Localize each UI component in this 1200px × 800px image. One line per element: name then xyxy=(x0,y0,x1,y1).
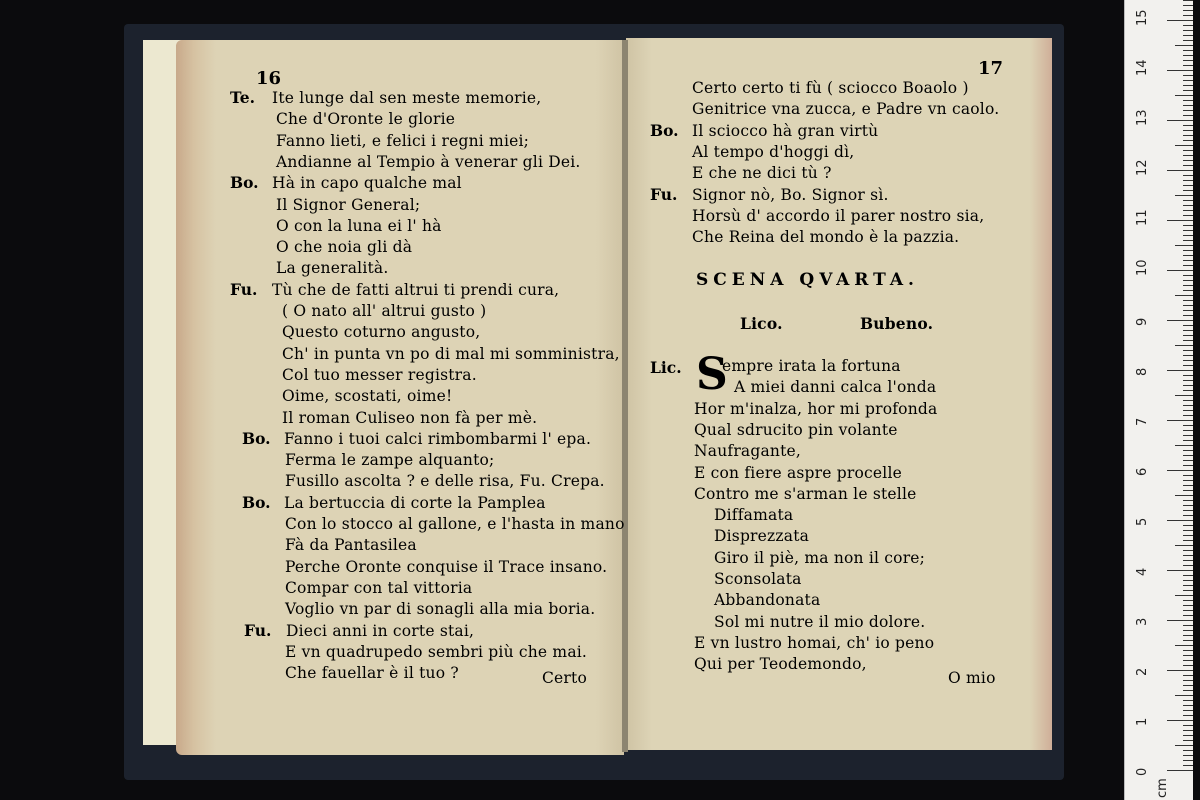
verse-line: Hà in capo qualche mal xyxy=(272,174,462,193)
ruler-tick xyxy=(1175,545,1193,546)
ruler-tick xyxy=(1183,760,1193,761)
gutter xyxy=(622,40,628,752)
ruler-tick xyxy=(1183,490,1193,491)
ruler-number: 15 xyxy=(1135,9,1150,26)
verse-line: Horsù d' accordo il parer nostro sia, xyxy=(692,206,985,225)
ruler-tick xyxy=(1183,615,1193,616)
ruler-tick xyxy=(1167,20,1193,21)
character-lico: Lico. xyxy=(740,314,783,333)
ruler-number: 2 xyxy=(1135,667,1150,676)
ruler-tick xyxy=(1183,180,1193,181)
ruler-tick xyxy=(1183,585,1193,586)
speaker-label: Fu. xyxy=(244,620,272,640)
ruler-tick xyxy=(1183,400,1193,401)
ruler-tick xyxy=(1183,405,1193,406)
ruler-tick xyxy=(1175,95,1193,96)
verse-line: Tù che de fatti altrui ti prendi cura, xyxy=(272,280,560,299)
ruler-tick xyxy=(1183,425,1193,426)
ruler-number: 3 xyxy=(1135,617,1150,626)
ruler-tick xyxy=(1183,430,1193,431)
ruler-number: 6 xyxy=(1135,467,1150,476)
ruler-tick xyxy=(1167,220,1193,221)
verse-line: Che d'Oronte le glorie xyxy=(276,110,456,129)
verse-line: E vn quadrupedo sembri più che mai. xyxy=(285,642,588,661)
ruler-tick xyxy=(1183,275,1193,276)
verse-line: Genitrice vna zucca, e Padre vn caolo. xyxy=(692,100,1000,119)
ruler-tick xyxy=(1183,435,1193,436)
ruler-unit: cm xyxy=(1155,778,1170,798)
ruler-tick xyxy=(1183,725,1193,726)
ruler-tick xyxy=(1183,175,1193,176)
ruler-tick xyxy=(1183,255,1193,256)
ruler-tick xyxy=(1175,445,1193,446)
ruler-tick xyxy=(1183,385,1193,386)
ruler-tick xyxy=(1183,510,1193,511)
ruler-tick xyxy=(1183,25,1193,26)
ruler-tick xyxy=(1183,0,1193,1)
ruler-tick xyxy=(1175,45,1193,46)
ruler-tick xyxy=(1183,335,1193,336)
verse-line: E con fiere aspre procelle xyxy=(694,463,902,482)
ruler-tick xyxy=(1183,640,1193,641)
ruler-number: 8 xyxy=(1135,367,1150,376)
ruler-tick xyxy=(1183,665,1193,666)
ruler-tick xyxy=(1183,460,1193,461)
ruler-tick xyxy=(1167,720,1193,721)
ruler-tick xyxy=(1183,535,1193,536)
verse-line: E vn lustro homai, ch' io peno xyxy=(694,633,935,652)
ruler-number: 10 xyxy=(1135,259,1150,276)
ruler-tick xyxy=(1183,650,1193,651)
ruler-tick xyxy=(1183,755,1193,756)
verse-line: Qual sdrucito pin volante xyxy=(694,420,898,439)
verse-line: Giro il piè, ma non il core; xyxy=(714,548,926,567)
ruler-tick xyxy=(1183,705,1193,706)
ruler-tick xyxy=(1183,5,1193,6)
ruler-tick xyxy=(1183,230,1193,231)
verse-line: Signor nò, Bo. Signor sì. xyxy=(692,185,889,204)
ruler-tick xyxy=(1183,215,1193,216)
verse-line: Disprezzata xyxy=(714,527,810,546)
ruler-tick xyxy=(1183,415,1193,416)
verse-line: Il Signor General; xyxy=(276,195,421,214)
catchword-left: Certo xyxy=(542,669,588,687)
ruler-tick xyxy=(1183,685,1193,686)
ruler-tick xyxy=(1183,350,1193,351)
ruler-tick xyxy=(1183,565,1193,566)
ruler-tick xyxy=(1175,295,1193,296)
verse-line: Sconsolata xyxy=(714,570,802,588)
ruler-tick xyxy=(1183,680,1193,681)
ruler-tick xyxy=(1183,290,1193,291)
ruler-tick xyxy=(1175,395,1193,396)
measuring-ruler xyxy=(1124,0,1193,800)
ruler-number: 9 xyxy=(1135,317,1150,326)
speaker-label: Bo. xyxy=(230,173,259,193)
ruler-tick xyxy=(1175,145,1193,146)
ruler-tick xyxy=(1175,195,1193,196)
ruler-tick xyxy=(1183,525,1193,526)
verse-line: Naufragante, xyxy=(694,442,802,461)
speaker-label: Bo. xyxy=(650,120,679,140)
ruler-tick xyxy=(1183,210,1193,211)
ruler-tick xyxy=(1183,90,1193,91)
ruler-tick xyxy=(1175,495,1193,496)
ruler-tick xyxy=(1183,305,1193,306)
ruler-tick xyxy=(1183,325,1193,326)
speaker-label: Bo. xyxy=(242,428,271,448)
ruler-tick xyxy=(1183,310,1193,311)
verse-line: ( O nato all' altrui gusto ) xyxy=(282,302,487,320)
ruler-tick xyxy=(1183,675,1193,676)
ruler-tick xyxy=(1183,285,1193,286)
ruler-tick xyxy=(1183,730,1193,731)
ruler-tick xyxy=(1183,710,1193,711)
ruler-tick xyxy=(1183,480,1193,481)
ruler-tick xyxy=(1183,235,1193,236)
verse-line: Qui per Teodemondo, xyxy=(694,655,867,674)
ruler-tick xyxy=(1183,330,1193,331)
verse-line: Ch' in punta vn po di mal mi somministra, xyxy=(282,344,620,363)
ruler-tick xyxy=(1183,690,1193,691)
verse-line: Fanno lieti, e felici i regni miei; xyxy=(276,131,530,150)
verse-line: O che noia gli dà xyxy=(276,238,413,257)
verse-line: Che Reina del mondo è la pazzia. xyxy=(692,228,960,247)
ruler-tick xyxy=(1183,55,1193,56)
verse-line: Il roman Culiseo non fà per mè. xyxy=(282,408,538,427)
catchword-right: O mio xyxy=(948,669,996,687)
ruler-tick xyxy=(1183,135,1193,136)
ruler-tick xyxy=(1183,380,1193,381)
verse-line: Sol mi nutre il mio dolore. xyxy=(714,612,926,631)
verse-line: Questo coturno angusto, xyxy=(282,323,481,342)
ruler-tick xyxy=(1183,265,1193,266)
ruler-tick xyxy=(1183,700,1193,701)
ruler-tick xyxy=(1183,250,1193,251)
ruler-tick xyxy=(1183,30,1193,31)
ruler-tick xyxy=(1175,645,1193,646)
ruler-number: 14 xyxy=(1135,59,1150,76)
ruler-tick xyxy=(1183,530,1193,531)
ruler-tick xyxy=(1183,355,1193,356)
verse-line: Compar con tal vittoria xyxy=(285,578,473,597)
ruler-tick xyxy=(1183,155,1193,156)
ruler-tick xyxy=(1183,110,1193,111)
verse-line: empre irata la fortuna xyxy=(722,357,901,375)
ruler-tick xyxy=(1183,715,1193,716)
ruler-tick xyxy=(1183,635,1193,636)
ruler-tick xyxy=(1167,620,1193,621)
ruler-tick xyxy=(1183,10,1193,11)
verse-line: Al tempo d'hoggi dì, xyxy=(692,142,855,161)
ruler-tick xyxy=(1183,450,1193,451)
verse-line: Hor m'inalza, hor mi profonda xyxy=(694,399,938,418)
ruler-tick xyxy=(1175,595,1193,596)
verse-line: Contro me s'arman le stelle xyxy=(694,484,917,503)
ruler-tick xyxy=(1183,35,1193,36)
ruler-tick xyxy=(1183,130,1193,131)
verse-line: Andianne al Tempio à venerar gli Dei. xyxy=(276,152,581,171)
ruler-tick xyxy=(1167,570,1193,571)
verse-line: Ferma le zampe alquanto; xyxy=(285,451,495,470)
verse-line: Dieci anni in corte stai, xyxy=(286,621,475,640)
speaker-label: Bo. xyxy=(242,492,271,512)
scene-heading: SCENA QVARTA. xyxy=(696,270,919,290)
ruler-tick xyxy=(1183,75,1193,76)
ruler-tick xyxy=(1183,365,1193,366)
ruler-tick xyxy=(1183,100,1193,101)
ruler-tick xyxy=(1183,50,1193,51)
character-bubeno: Bubeno. xyxy=(860,314,934,333)
ruler-tick xyxy=(1183,660,1193,661)
drop-cap: S xyxy=(696,349,728,400)
verse-line: La generalità. xyxy=(276,259,389,278)
ruler-tick xyxy=(1183,190,1193,191)
ruler-tick xyxy=(1167,420,1193,421)
ruler-tick xyxy=(1183,540,1193,541)
ruler-tick xyxy=(1183,440,1193,441)
ruler-tick xyxy=(1183,580,1193,581)
ruler-tick xyxy=(1183,105,1193,106)
ruler-tick xyxy=(1183,205,1193,206)
verse-line: Voglio vn par di sonagli alla mia boria. xyxy=(285,600,596,619)
ruler-number: 0 xyxy=(1135,767,1150,776)
speaker-label: Fu. xyxy=(230,279,258,299)
ruler-tick xyxy=(1167,520,1193,521)
ruler-tick xyxy=(1167,770,1193,771)
ruler-number: 7 xyxy=(1135,417,1150,426)
verse-line: Ite lunge dal sen meste memorie, xyxy=(272,89,542,107)
ruler-tick xyxy=(1183,560,1193,561)
ruler-tick xyxy=(1183,735,1193,736)
verse-line: La bertuccia di corte la Pamplea xyxy=(284,493,546,512)
ruler-tick xyxy=(1175,245,1193,246)
ruler-number: 11 xyxy=(1135,209,1150,226)
ruler-tick xyxy=(1183,360,1193,361)
ruler-tick xyxy=(1183,340,1193,341)
ruler-tick xyxy=(1183,185,1193,186)
verse-line: E che ne dici tù ? xyxy=(692,164,832,183)
ruler-tick xyxy=(1183,555,1193,556)
ruler-tick xyxy=(1183,390,1193,391)
verse-line: Perche Oronte conquise il Trace insano. xyxy=(285,557,608,576)
ruler-tick xyxy=(1183,60,1193,61)
ruler-tick xyxy=(1167,670,1193,671)
ruler-tick xyxy=(1175,345,1193,346)
ruler-tick xyxy=(1183,225,1193,226)
ruler-tick xyxy=(1183,40,1193,41)
ruler-tick xyxy=(1183,85,1193,86)
ruler-number: 5 xyxy=(1135,517,1150,526)
ruler-tick xyxy=(1183,260,1193,261)
verse-line: Fanno i tuoi calci rimbombarmi l' epa. xyxy=(284,429,592,448)
verse-line: Il sciocco hà gran virtù xyxy=(692,121,879,140)
ruler-tick xyxy=(1183,465,1193,466)
ruler-tick xyxy=(1183,240,1193,241)
ruler-tick xyxy=(1183,455,1193,456)
ruler-tick xyxy=(1167,120,1193,121)
ruler-tick xyxy=(1183,475,1193,476)
verse-line: Abbandonata xyxy=(714,591,821,610)
ruler-tick xyxy=(1183,300,1193,301)
ruler-tick xyxy=(1183,750,1193,751)
ruler-tick xyxy=(1183,485,1193,486)
ruler-tick xyxy=(1183,625,1193,626)
ruler-tick xyxy=(1183,375,1193,376)
ruler-tick xyxy=(1183,765,1193,766)
ruler-tick xyxy=(1183,740,1193,741)
ruler-tick xyxy=(1183,610,1193,611)
verse-line: Con lo stocco al gallone, e l'hasta in mano xyxy=(285,515,625,533)
ruler-tick xyxy=(1183,515,1193,516)
ruler-tick xyxy=(1183,80,1193,81)
ruler-tick xyxy=(1183,125,1193,126)
ruler-number: 1 xyxy=(1135,717,1150,726)
ruler-number: 12 xyxy=(1135,159,1150,176)
ruler-tick xyxy=(1167,70,1193,71)
ruler-tick xyxy=(1183,115,1193,116)
ruler-tick xyxy=(1167,320,1193,321)
ruler-tick xyxy=(1183,575,1193,576)
ruler-tick xyxy=(1183,280,1193,281)
ruler-tick xyxy=(1183,410,1193,411)
ruler-tick xyxy=(1183,15,1193,16)
ruler-number: 4 xyxy=(1135,567,1150,576)
verse-line: O con la luna ei l' hà xyxy=(276,216,442,235)
verse-line: Col tuo messer registra. xyxy=(282,365,477,384)
ruler-tick xyxy=(1167,470,1193,471)
ruler-tick xyxy=(1167,370,1193,371)
ruler-tick xyxy=(1183,605,1193,606)
ruler-tick xyxy=(1167,270,1193,271)
ruler-tick xyxy=(1183,590,1193,591)
verse-line: Diffamata xyxy=(714,506,794,525)
ruler-tick xyxy=(1183,550,1193,551)
ruler-tick xyxy=(1175,745,1193,746)
ruler-tick xyxy=(1183,315,1193,316)
ruler-tick xyxy=(1183,150,1193,151)
ruler-tick xyxy=(1183,600,1193,601)
ruler-tick xyxy=(1183,630,1193,631)
ruler-tick xyxy=(1183,505,1193,506)
ruler-tick xyxy=(1183,500,1193,501)
verse-line: Che fauellar è il tuo ? xyxy=(285,664,459,683)
page-number-right: 17 xyxy=(978,58,1004,79)
ruler-tick xyxy=(1183,140,1193,141)
ruler-tick xyxy=(1183,160,1193,161)
speaker-label: Fu. xyxy=(650,184,678,204)
speaker-label: Te. xyxy=(230,88,256,107)
ruler-tick xyxy=(1183,165,1193,166)
ruler-tick xyxy=(1167,170,1193,171)
verse-line: Certo certo ti fù ( sciocco Boaolo ) xyxy=(692,79,969,97)
ruler-number: 13 xyxy=(1135,109,1150,126)
scene-speaker: Lic. xyxy=(650,358,682,377)
verse-line: Oime, scostati, oime! xyxy=(282,387,453,406)
verse-line: Fusillo ascolta ? e delle risa, Fu. Crepa. xyxy=(285,472,605,491)
ruler-tick xyxy=(1183,655,1193,656)
ruler-tick xyxy=(1183,200,1193,201)
page-number-left: 16 xyxy=(256,68,282,89)
ruler-tick xyxy=(1183,65,1193,66)
verse-line: Fà da Pantasilea xyxy=(285,536,417,555)
verse-line: A miei danni calca l'onda xyxy=(734,378,937,397)
ruler-tick xyxy=(1175,695,1193,696)
